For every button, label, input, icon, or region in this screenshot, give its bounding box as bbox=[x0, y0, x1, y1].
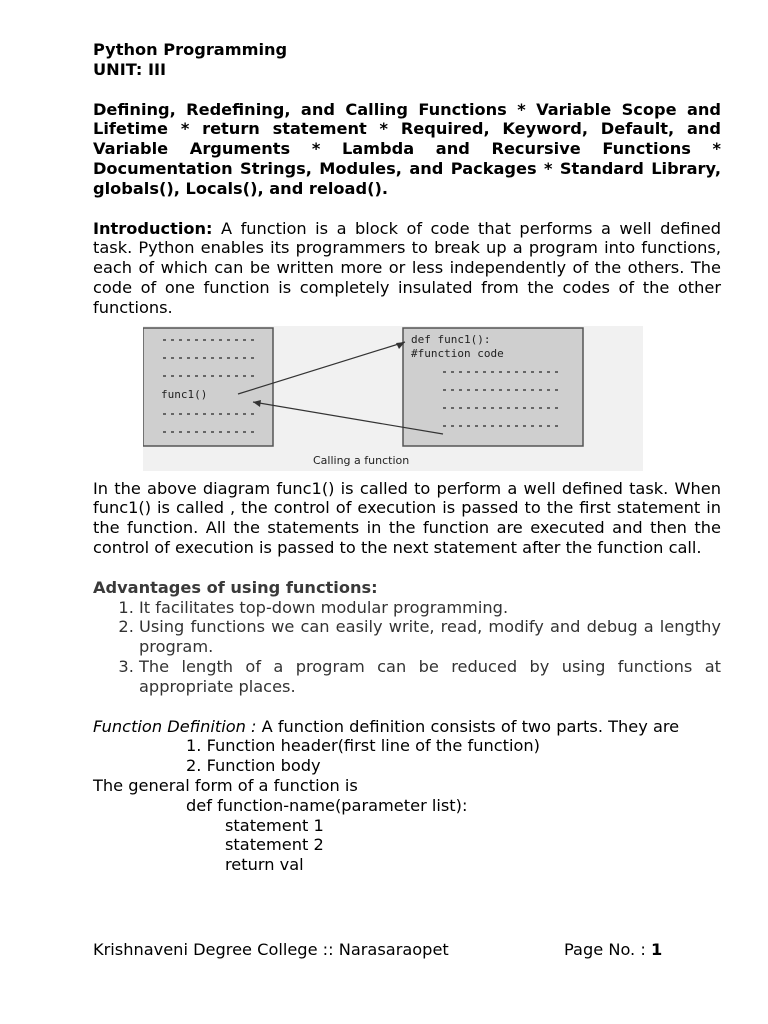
diagram-explanation: In the above diagram func1() is called to perform a well defined task. When func1() is called , the control of execution is passed to the first statement in the function. All the statements in the function are executed and then the control of execution is passed to the next statement after the function call. bbox=[93, 478, 721, 557]
page-number: 1 bbox=[650, 940, 663, 959]
diagram-caption: Calling a function bbox=[313, 453, 410, 467]
calling-function-diagram bbox=[143, 326, 643, 471]
body-statement-2: statement 2 bbox=[225, 835, 324, 855]
list-item: 2. Using functions we can easily write, read, modify and debug a lengthy program. bbox=[139, 617, 721, 657]
intro-label: Introduction: bbox=[93, 218, 213, 238]
body-statement-1: statement 1 bbox=[225, 815, 324, 835]
page-title: Python Programming bbox=[93, 40, 288, 59]
intro-text: A function is a block of code that performs a well defined task. Python enables its programmers to break up a program into functions, each of which can be written more or less independently of the others. The code of one function is completely insulated from the codes of the other functions. bbox=[93, 218, 721, 317]
definition-part-1: 1. Function header(first line of the function) bbox=[186, 736, 540, 756]
definition-part-2: 2. Function body bbox=[186, 756, 321, 776]
intro-paragraph bbox=[93, 219, 721, 318]
footer-college: Krishnaveni Degree College :: Narasaraopet bbox=[93, 940, 449, 959]
def-line-1: def func1(): bbox=[411, 332, 491, 346]
advantages-heading: Advantages of using functions: bbox=[93, 577, 378, 597]
diagram-svg bbox=[143, 326, 643, 471]
list-item: 3. The length of a program can be reduced by using functions at appropriate places. bbox=[139, 657, 721, 697]
body-return: return val bbox=[225, 855, 304, 875]
definition-text: A function definition consists of two parts. They are bbox=[256, 716, 680, 736]
list-item: 1. It facilitates top-down modular programming. bbox=[139, 598, 721, 618]
page-footer bbox=[93, 940, 721, 960]
page-label: Page No. : bbox=[564, 940, 651, 959]
document-page bbox=[93, 40, 721, 875]
call-label: func1() bbox=[161, 387, 208, 401]
definition-paragraph bbox=[93, 717, 721, 737]
def-line-2: #function code bbox=[411, 346, 504, 360]
function-signature: def function-name(parameter list): bbox=[186, 795, 468, 815]
advantages-list bbox=[93, 598, 721, 697]
general-form-intro: The general form of a function is bbox=[93, 775, 358, 795]
footer-page-number bbox=[564, 940, 662, 960]
topics-list: Defining, Redefining, and Calling Functions * Variable Scope and Lifetime * return statement * Required, Keyword, Default, and Variable Arguments * Lambda and Recursive Functions * Documentation Strings, Modules, and Packages * Standard Library, globals(), Locals(), and reload(). bbox=[93, 99, 721, 198]
caller-box bbox=[143, 328, 273, 446]
unit-label: UNIT: III bbox=[93, 59, 167, 79]
definition-label: Function Definition : bbox=[93, 716, 257, 736]
